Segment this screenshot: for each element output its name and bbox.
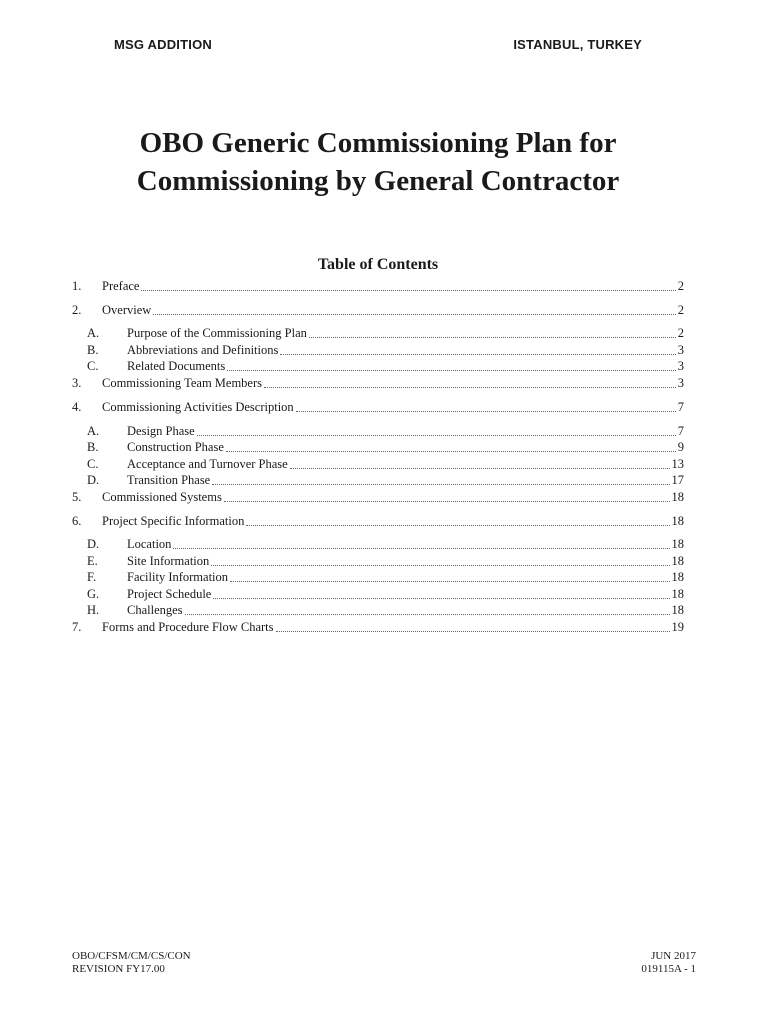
- toc-leader-dots: [224, 489, 670, 502]
- toc-leader-dots: [296, 399, 676, 412]
- toc-leader-dots: [212, 472, 669, 485]
- toc-entry-label: Location: [127, 537, 172, 551]
- toc-entry-number: H.: [87, 603, 100, 617]
- toc-entry-label: Preface: [102, 279, 140, 293]
- toc-entry-label: Forms and Procedure Flow Charts: [102, 620, 274, 634]
- toc-subentry[interactable]: [72, 586, 684, 602]
- toc-entry-label: Acceptance and Turnover Phase: [127, 457, 288, 471]
- title-line-2: Commissioning by General Contractor: [136, 165, 620, 197]
- toc-entry-page: 18: [671, 554, 684, 568]
- toc-entry-page: 7: [677, 400, 684, 414]
- toc-leader-dots: [264, 375, 676, 388]
- toc-entry-number: 3.: [72, 376, 82, 390]
- toc-entry-page: 18: [671, 603, 684, 617]
- toc-entry-number: G.: [87, 587, 100, 601]
- toc-entry-number: C.: [87, 457, 99, 471]
- toc-entry-label: Purpose of the Commissioning Plan: [127, 326, 307, 340]
- toc-entry[interactable]: [72, 399, 684, 415]
- toc-entry[interactable]: [72, 302, 684, 318]
- footer-revision: REVISION FY17.00: [72, 963, 165, 975]
- footer-page-info: [641, 950, 696, 976]
- toc-entry-number: A.: [87, 424, 100, 438]
- toc-leader-dots: [197, 423, 676, 436]
- toc-entry-label: Transition Phase: [127, 473, 211, 487]
- toc-entry-label: Challenges: [127, 603, 183, 617]
- toc-entry-page: 18: [671, 490, 684, 504]
- toc-entry-number: 1.: [72, 279, 82, 293]
- toc-entry-label: Construction Phase: [127, 440, 224, 454]
- toc-entry-number: 6.: [72, 514, 82, 528]
- toc-leader-dots: [276, 619, 670, 632]
- toc-entry-page: 17: [671, 473, 684, 487]
- toc-leader-dots: [227, 358, 676, 371]
- toc-entry-label: Related Documents: [127, 359, 226, 373]
- title-line-1: OBO Generic Commissioning Plan for: [139, 127, 617, 159]
- toc-subentry[interactable]: [72, 456, 684, 472]
- toc-entry[interactable]: [72, 513, 684, 529]
- toc-entry-page: 2: [677, 279, 684, 293]
- toc-entry-page: 3: [677, 343, 684, 357]
- toc-entry-page: 9: [677, 440, 684, 454]
- toc-leader-dots: [153, 302, 675, 315]
- toc-entry-number: B.: [87, 440, 99, 454]
- toc-entry-label: Abbreviations and Definitions: [127, 343, 279, 357]
- toc-entry-page: 18: [671, 514, 684, 528]
- toc-subentry[interactable]: [72, 536, 684, 552]
- toc-leader-dots: [173, 536, 669, 549]
- toc-entry-label: Commissioning Activities Description: [102, 400, 294, 414]
- toc-entry-number: F.: [87, 570, 97, 584]
- toc-subentry[interactable]: [72, 325, 684, 341]
- toc-leader-dots: [280, 342, 675, 355]
- toc-subentry[interactable]: [72, 472, 684, 488]
- header-project-name: MSG ADDITION: [114, 37, 212, 52]
- toc-subentry[interactable]: [72, 342, 684, 358]
- footer-page-number: 019115A - 1: [641, 963, 696, 975]
- toc-entry-label: Commissioning Team Members: [102, 376, 262, 390]
- footer-document-id: [72, 950, 191, 976]
- toc-entry-number: C.: [87, 359, 99, 373]
- toc-subentry[interactable]: [72, 569, 684, 585]
- toc-entry-number: E.: [87, 554, 98, 568]
- toc-subentry[interactable]: [72, 358, 684, 374]
- toc-entry-number: 7.: [72, 620, 82, 634]
- header-location: ISTANBUL, TURKEY: [513, 37, 642, 52]
- toc-entry-page: 18: [671, 570, 684, 584]
- toc-subentry[interactable]: [72, 553, 684, 569]
- toc-leader-dots: [226, 439, 676, 452]
- toc-entry-number: D.: [87, 537, 100, 551]
- toc-leader-dots: [230, 569, 669, 582]
- toc-entry-label: Project Specific Information: [102, 514, 245, 528]
- toc-entry-page: 2: [677, 303, 684, 317]
- toc-entry-number: A.: [87, 326, 100, 340]
- toc-entry-page: 3: [677, 376, 684, 390]
- toc-entry-label: Overview: [102, 303, 152, 317]
- toc-entry[interactable]: [72, 375, 684, 391]
- toc-entry-number: 5.: [72, 490, 82, 504]
- toc-subentry[interactable]: [72, 602, 684, 618]
- toc-entry-label: Design Phase: [127, 424, 195, 438]
- toc-entry-page: 18: [671, 537, 684, 551]
- toc-entry-page: 2: [677, 326, 684, 340]
- toc-entry[interactable]: [72, 489, 684, 505]
- toc-entry-label: Facility Information: [127, 570, 229, 584]
- toc-leader-dots: [213, 586, 669, 599]
- toc-entry-label: Commissioned Systems: [102, 490, 222, 504]
- footer-doc-code: OBO/CFSM/CM/CS/CON: [72, 950, 191, 962]
- toc-entry-number: B.: [87, 343, 99, 357]
- toc-leader-dots: [290, 456, 670, 469]
- toc-entry-number: 2.: [72, 303, 82, 317]
- toc-heading: Table of Contents: [317, 256, 439, 273]
- toc-entry-page: 7: [677, 424, 684, 438]
- document-title: [0, 124, 756, 200]
- toc-entry-page: 13: [671, 457, 684, 471]
- toc-entry-page: 18: [671, 587, 684, 601]
- toc-entry-number: 4.: [72, 400, 82, 414]
- toc-entry-page: 19: [671, 620, 684, 634]
- toc-subentry[interactable]: [72, 423, 684, 439]
- toc-leader-dots: [141, 278, 675, 291]
- toc-entry-page: 3: [677, 359, 684, 373]
- toc-leader-dots: [185, 602, 670, 615]
- footer-date: JUN 2017: [651, 950, 696, 962]
- toc-entry[interactable]: [72, 619, 684, 635]
- toc-leader-dots: [246, 513, 669, 526]
- toc-leader-dots: [211, 553, 669, 566]
- toc-leader-dots: [309, 325, 676, 338]
- toc-entry-label: Project Schedule: [127, 587, 212, 601]
- toc-entry-label: Site Information: [127, 554, 210, 568]
- toc-entry-number: D.: [87, 473, 100, 487]
- toc-entry[interactable]: [72, 278, 684, 294]
- toc-subentry[interactable]: [72, 439, 684, 455]
